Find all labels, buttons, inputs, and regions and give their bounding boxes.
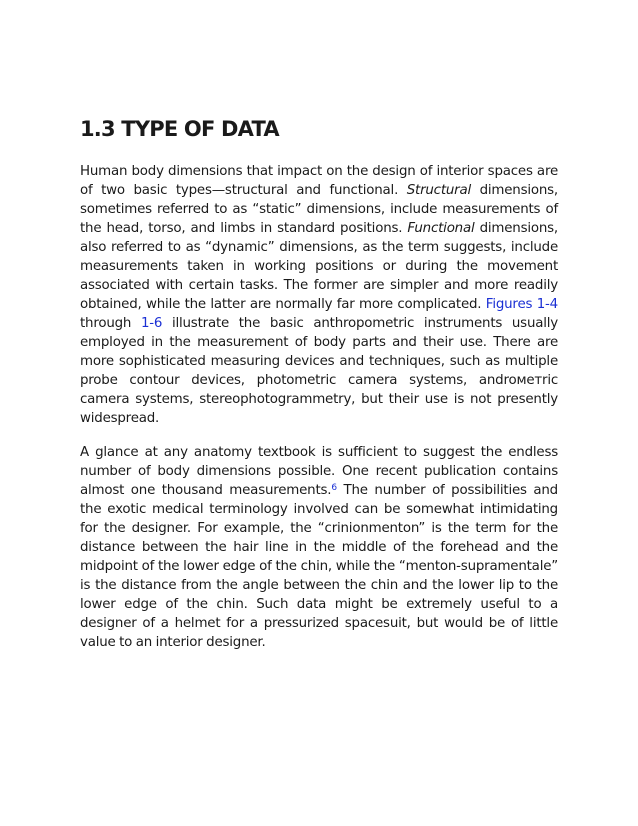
footnote-reference[interactable]: 6 [331,483,337,493]
paragraph-text: illustrate the basic anthropometric instruments usually employed in the measurement of body parts and their use. There are more sophisticated measuring devices and techniques, such as multiple probe contour devices, photometric camera systems, androметric camera systems, stereophotogrammetry, but their use is not presently widespread. [80,316,558,426]
paragraph-text: through [80,316,141,331]
figure-reference-link[interactable]: 1-6 [140,316,163,331]
paragraph-anatomy [80,443,558,652]
paragraph-text: Human body dimensions that impact on the design of interior spaces are of two basic types—structural and functional. [80,164,558,198]
paragraph-text: A glance at any anatomy textbook is sufficient to suggest the endless number of body dimensions possible. One recent publication contains almost one thousand measurements. [80,445,558,498]
structural-term: Structural [406,183,471,198]
section-heading: 1.3 TYPE OF DATA [80,117,279,141]
functional-term: Functional [407,221,475,236]
paragraph-text: dimensions, also referred to as “dynamic” dimensions, as the term suggests, include measurements taken in working positions or during the movement associated with certain tasks. The former are simpler and more readily obtained, while the latter are normally far more complicated. [80,221,558,312]
paragraph-text: dimensions, sometimes referred to as “static” dimensions, include measurements of the head, torso, and limbs in standard positions. [80,183,558,236]
paragraph-text: The number of possibilities and the exotic medical terminology involved can be somewhat intimidating for the designer. For example, the “crinionmenton” is the term for the distance between the hair line in the middle of the forehead and the midpoint of the lower edge of the chin, while the “menton-supramentale” is the distance from the angle between the chin and the lower lip to the lower edge of the chin. Such data might be extremely useful to a designer of a helmet for a pressurized spacesuit, but would be of little value to an interior designer. [80,483,558,650]
figure-reference-link[interactable]: Figures 1-4 [485,297,558,312]
paragraph-data-types [80,162,558,428]
document-page [80,116,558,667]
